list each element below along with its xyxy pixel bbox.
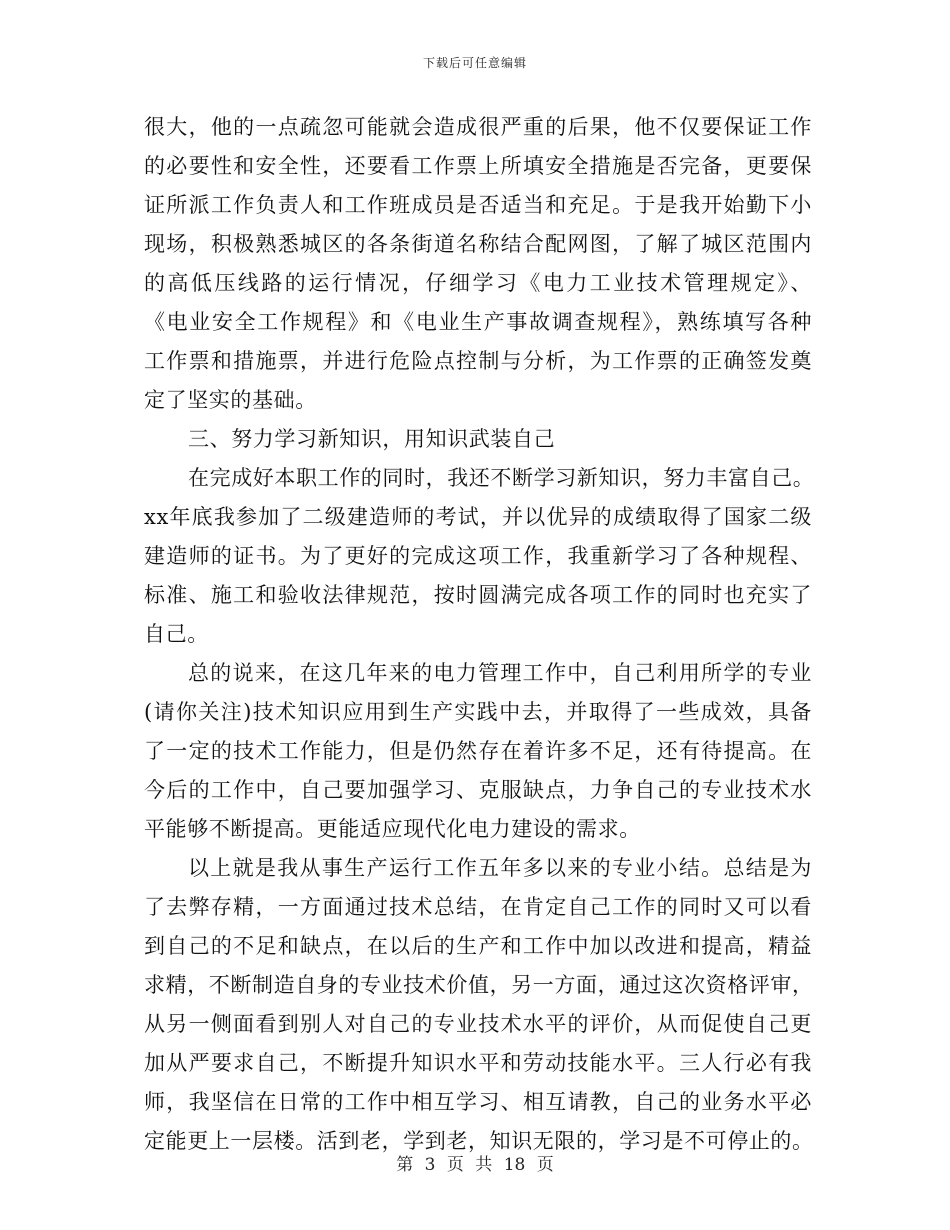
text-line: 到自己的不足和缺点，在以后的生产和工作中加以改进和提高，精益 — [144, 934, 812, 958]
page-header: 下载后可任意编辑 — [422, 56, 527, 70]
text-line: 以上就是我从事生产运行工作五年多以来的专业小结。总结是为 — [188, 856, 812, 880]
text-line: 的高低压线路的运行情况，仔细学习《电力工业技术管理规定》、 — [144, 271, 812, 295]
text-line: 《电业安全工作规程》和《电业生产事故调查规程》，熟练填写各种 — [144, 310, 812, 334]
text-line: 在完成好本职工作的同时，我还不断学习新知识，努力丰富自己。 — [188, 466, 815, 490]
text-line: 从另一侧面看到别人对自己的专业技术水平的评价，从而促使自己更 — [144, 1012, 812, 1036]
text-line: 今后的工作中，自己要加强学习、克服缺点，力争自己的专业技术水 — [144, 778, 812, 802]
text-line: 了去弊存精，一方面通过技术总结，在肯定自己工作的同时又可以看 — [144, 895, 812, 919]
text-line: 证所派工作负责人和工作班成员是否适当和充足。于是我开始勤下小 — [144, 193, 812, 217]
text-line: 工作票和措施票，并进行危险点控制与分析，为工作票的正确签发奠 — [144, 349, 812, 373]
text-line: 定了坚实的基础。 — [144, 388, 317, 412]
text-line: 求精，不断制造自身的专业技术价值，另一方面，通过这次资格评审， — [144, 973, 814, 997]
text-line: 很大，他的一点疏忽可能就会造成很严重的后果，他不仅要保证工作 — [144, 115, 812, 139]
page-footer: 第 3 页 共 18 页 — [396, 1155, 554, 1175]
body-text — [144, 108, 815, 1161]
text-line: 定能更上一层楼。活到老，学到老，知识无限的，学习是不可停止的。 — [144, 1129, 814, 1153]
text-line: 师，我坚信在日常的工作中相互学习、相互请教，自己的业务水平必 — [144, 1090, 812, 1114]
text-line: 了一定的技术工作能力，但是仍然存在着许多不足，还有待提高。在 — [144, 739, 812, 763]
text-line: 标准、施工和验收法律规范，按时圆满完成各项工作的同时也充实了 — [144, 583, 812, 607]
text-line: 现场，积极熟悉城区的各条街道名称结合配网图，了解了城区范围内 — [144, 232, 812, 256]
text-line: 总的说来，在这几年来的电力管理工作中，自己利用所学的专业 — [188, 661, 812, 685]
text-line: 加从严要求自己，不断提升知识水平和劳动技能水平。三人行必有我 — [144, 1051, 812, 1075]
text-line: 平能够不断提高。更能适应现代化电力建设的需求。 — [144, 817, 641, 841]
text-line: 三、努力学习新知识，用知识武装自己 — [188, 427, 556, 451]
text-line: 的必要性和安全性，还要看工作票上所填安全措施是否完备，更要保 — [144, 154, 812, 178]
text-line: 建造师的证书。为了更好的完成这项工作，我重新学习了各种规程、 — [144, 544, 812, 568]
text-line: 自己。 — [144, 622, 209, 646]
text-line: (请你关注)技术知识应用到生产实践中去，并取得了一些成效，具备 — [144, 700, 812, 724]
text-line: xx年底我参加了二级建造师的考试，并以优异的成绩取得了国家二级 — [144, 505, 812, 529]
